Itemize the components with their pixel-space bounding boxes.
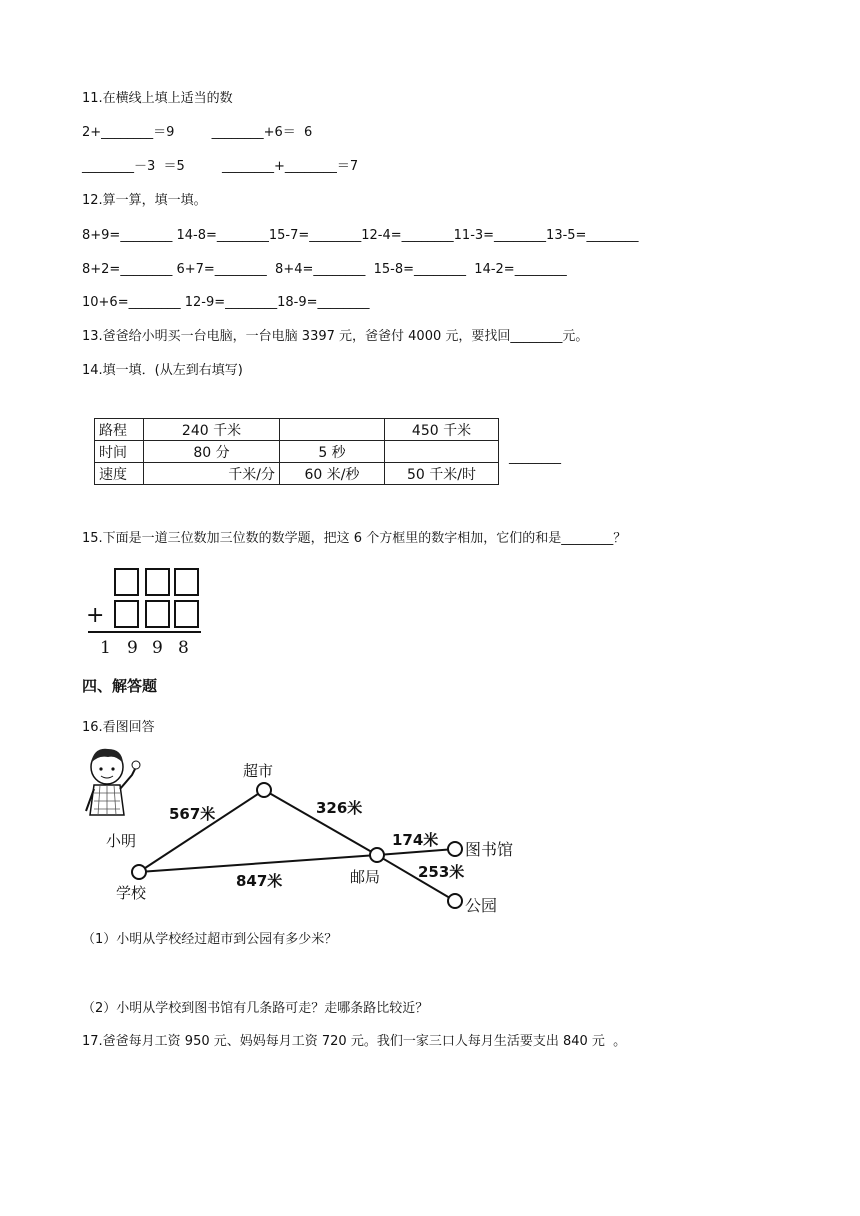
result-digit: 9 [127, 638, 138, 658]
node-post-office [370, 848, 384, 862]
q16-sub1: （1）小明从学校经过超市到公园有多少米？ [82, 932, 338, 947]
row-label: 速度 [95, 463, 144, 485]
table-cell: 80 分 [144, 441, 280, 463]
digit-box [114, 568, 139, 596]
q16-title: 16.看图回答 [82, 720, 155, 735]
answer-blank: ________ [509, 450, 561, 465]
q16-sub2: （2）小明从学校到图书馆有几条路可走？走哪条路比较近？ [82, 1001, 429, 1016]
q12-row2: 8+2=________ 6+7=________ 8+4=________ 15-8=________ 14-2=________ [82, 262, 567, 277]
result-digit: 8 [178, 638, 189, 658]
table-cell: 50 千米/时 [385, 463, 499, 485]
table-cell: 60 米/秒 [280, 463, 385, 485]
q12-title: 12.算一算，填一填。 [82, 193, 207, 208]
place-library: 图书馆 [465, 840, 514, 859]
route-map [80, 745, 540, 920]
q12-row1: 8+9=________ 14-8=________15-7=________12-4=________11-3=________13-5=________ [82, 228, 639, 243]
table-row [95, 419, 513, 441]
q11-title: 11.在横线上填上适当的数 [82, 91, 233, 106]
road-school-post [139, 855, 377, 872]
road-school-supermarket [139, 790, 264, 872]
place-supermarket: 超市 [243, 762, 274, 780]
node-school [132, 865, 146, 879]
q14-table [94, 418, 512, 485]
q12-row3: 10+6=________ 12-9=________18-9=________ [82, 295, 370, 310]
result-digit: 9 [152, 638, 163, 658]
digit-box [174, 568, 199, 596]
place-post-office: 邮局 [350, 868, 381, 886]
distance-supermarket-post: 326米 [316, 799, 363, 817]
table-cell [280, 419, 385, 441]
table-row [95, 463, 513, 485]
row-label: 路程 [95, 419, 144, 441]
place-xiaoming: 小明 [106, 832, 137, 850]
q11-row1: 2+________＝9 ________+6＝ 6 [82, 125, 313, 140]
road-post-library [377, 849, 455, 855]
boy-illustration [86, 749, 140, 815]
row-label: 时间 [95, 441, 144, 463]
table-cell: 450 千米 [385, 419, 499, 441]
q11-row2: ________－3 ＝5 ________+________＝7 [82, 159, 359, 174]
digit-box [145, 600, 170, 628]
digit-box [114, 600, 139, 628]
place-park: 公园 [465, 896, 498, 915]
table-cell: 5 秒 [280, 441, 385, 463]
distance-post-library: 174米 [392, 831, 439, 849]
distance-post-park: 253米 [418, 863, 465, 881]
node-library [448, 842, 462, 856]
table-cell [385, 441, 499, 463]
sum-line [88, 631, 201, 633]
table-cell: 千米/分 [144, 463, 280, 485]
q17-text: 17.爸爸每月工资 950 元、妈妈每月工资 720 元。我们一家三口人每月生活要支出 840 元 。 [82, 1034, 627, 1049]
digit-box [145, 568, 170, 596]
q15-text: 15.下面是一道三位数加三位数的数学题，把这 6 个方框里的数字相加，它们的和是________？ [82, 531, 627, 546]
node-park [448, 894, 462, 908]
result-digit: 1 [100, 638, 111, 658]
distance-school-post: 847米 [236, 872, 283, 890]
digit-box [174, 600, 199, 628]
q14-title: 14.填一填．(从左到右填写) [82, 363, 243, 378]
plus-sign: + [86, 603, 105, 628]
table-cell: 240 千米 [144, 419, 280, 441]
q13-text: 13.爸爸给小明买一台电脑，一台电脑 3397 元，爸爸付 4000 元，要找回________元。 [82, 329, 589, 344]
node-supermarket [257, 783, 271, 797]
section-title: 四、解答题 [82, 677, 158, 695]
distance-school-supermarket: 567米 [169, 805, 216, 823]
table-row [95, 441, 513, 463]
place-school: 学校 [116, 884, 147, 902]
